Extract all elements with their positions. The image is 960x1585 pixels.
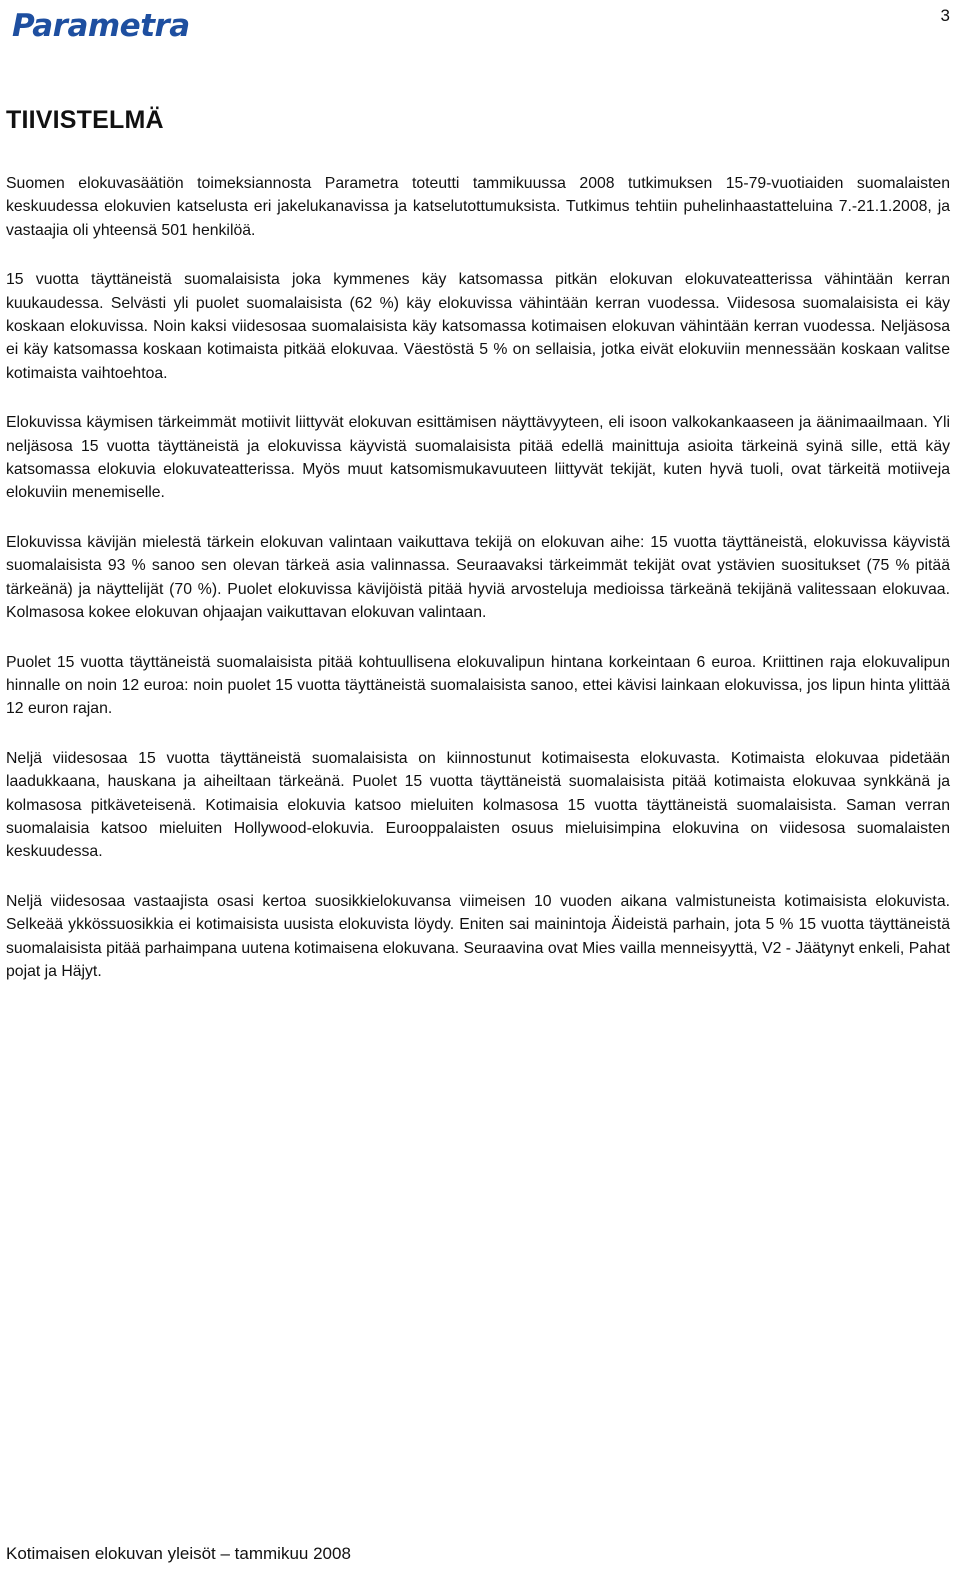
paragraph: Suomen elokuvasäätiön toimeksiannosta Parametra toteutti tammikuussa 2008 tutkimuksen 15-79-vuotiaiden suomalaisten keskuudessa elokuvien katselusta eri jakelukanavissa ja katselutottumuksista. Tutkimus tehtiin puhelinhaastatteluina 7.-21.1.2008, ja vastaajia oli yhteensä 501 henkilöä. — [6, 175, 950, 239]
paragraph: Neljä viidesosaa vastaajista osasi kertoa suosikkielokuvansa viimeisen 10 vuoden aikana valmistuneista kotimaisista elokuvista. Selkeää ykkössuosikkia ei kotimaisista uusista elokuvista löydy. Eniten sai mainintoja Äideistä parhain, jota 5 % 15 vuotta täyttäneistä suomalaisista pitää parhaimpana uutena kotimaisena elokuvana. Seuraavina ovat Mies vailla menneisyyttä, V2 - Jäätynyt enkeli, Pahat pojat ja Häjyt. — [6, 892, 950, 980]
paragraph: 15 vuotta täyttäneistä suomalaisista joka kymmenes käy katsomassa pitkän elokuvan elokuvateatterissa vähintään kerran kuukaudessa. Selvästi yli puolet suomalaisista (62 %) käy elokuvissa vähintään kerran vuodessa. Viidesosa suomalaisista ei käy koskaan elokuvissa. Noin kaksi viidesosaa suomalaisista käy katsomassa kotimaisen elokuvan vähintään kerran vuodessa. Neljäsosa ei käy katsomassa koskaan kotimaista pitkää elokuvaa. Väestöstä 5 % on sellaisia, jotka eivät elokuviin mennessään koskaan valitse kotimaista vaihtoehtoa. — [6, 271, 950, 382]
paragraph: Neljä viidesosaa 15 vuotta täyttäneistä suomalaisista on kiinnostunut kotimaisesta elokuvasta. Kotimaista elokuvaa pidetään laadukkaana, hauskana ja aiheiltaan tärkeänä. Puolet 15 vuotta täyttäneistä suomalaisista pitää kotimaista elokuvaa synkkänä ja kolmasosa pitkäveteisenä. Kotimaisia elokuvia katsoo mieluiten kolmasosa 15 vuotta täyttäneistä suomalaisista. Saman verran suomalaisia katsoo mieluiten Hollywood-elokuvia. Eurooppalaisten osuus mieluisimpina elokuvina on viidesosa suomalaisten keskuudessa. — [6, 749, 950, 861]
paragraph: Puolet 15 vuotta täyttäneistä suomalaisista pitää kohtuullisena elokuvalipun hintana korkeintaan 6 euroa. Kriittinen raja elokuvalipun hinnalle on noin 12 euroa: noin puolet 15 vuotta täyttäneistä suomalaisista sanoo, ettei kävisi lainkaan elokuvissa, jos lipun hinta ylittää 12 euron rajan. — [6, 653, 950, 718]
page-title: TIIVISTELMÄ — [6, 106, 164, 134]
page-number: 3 — [940, 6, 950, 25]
logo-text: Parametra — [12, 8, 190, 44]
paragraph: Elokuvissa kävijän mielestä tärkein elokuvan valintaan vaikuttava tekijä on elokuvan aihe: 15 vuotta täyttäneistä, elokuvissa käyvistä suomalaisista 93 % sanoo sen olevan tärkeä asia valinnassa. Seuraavaksi tärkeimmät tekijät ovat ystävien suositukset (75 % pitää tärkeänä) ja näyttelijät (70 %). Puolet elokuvissa kävijöistä pitää hyviä arvosteluja medioissa tärkeänä tekijänä valitessaan elokuvaa. Kolmasosa kokee elokuvan ohjaajan vaikuttavan elokuvan valintaan. — [6, 533, 950, 622]
parametra-logo — [6, 4, 190, 44]
paragraph: Elokuvissa käymisen tärkeimmät motiivit liittyvät elokuvan esittämisen näyttävyyteen, eli isoon valkokankaaseen ja äänimaailmaan. Yli neljäsosa 15 vuotta täyttäneistä ja elokuvissa käyvistä suomalaisista pitää edellä mainittuja asioita tärkeinä syinä sille, että käy katsomassa elokuvia elokuvateatterissa. Myös muut katsomismukavuuteen liittyvät tekijät, kuten hyvä tuoli, ovat tärkeitä motiiveja elokuviin menemiselle. — [6, 414, 950, 502]
summary-body — [6, 172, 950, 1009]
page-footer: Kotimaisen elokuvan yleisöt – tammikuu 2008 — [6, 1544, 351, 1563]
